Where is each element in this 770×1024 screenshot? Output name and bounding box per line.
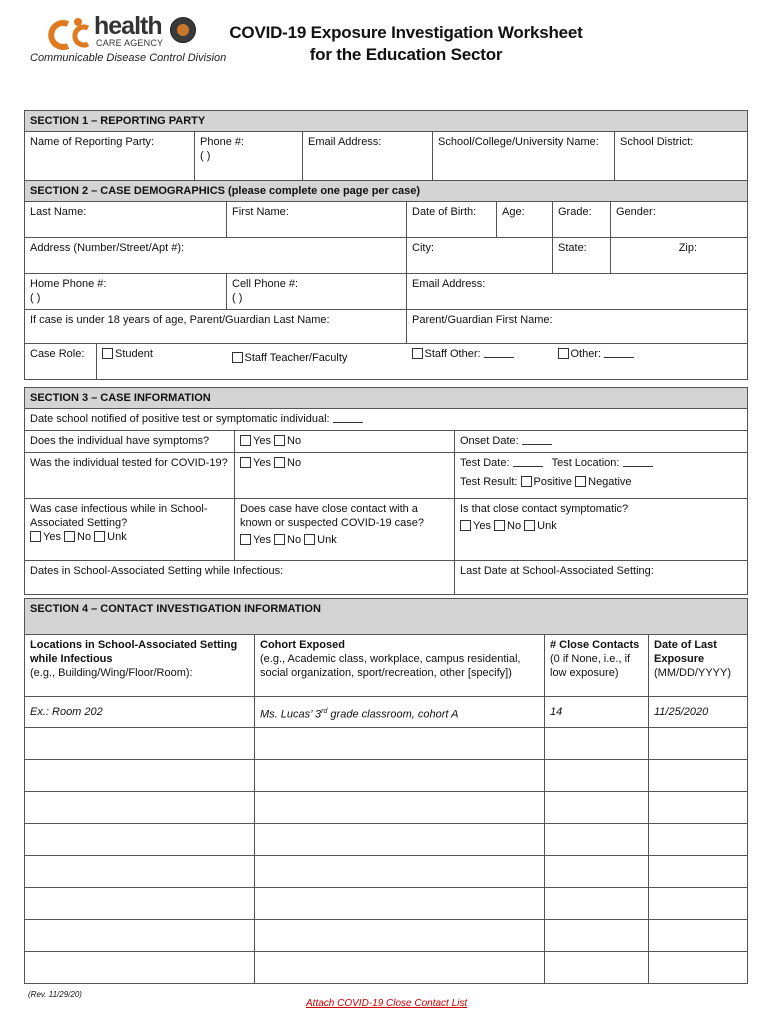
tested-no-checkbox[interactable] bbox=[274, 457, 285, 468]
infectious-yes-checkbox[interactable] bbox=[30, 531, 41, 542]
grade-field[interactable]: Grade: bbox=[553, 202, 611, 238]
close-contact-question[interactable]: Does case have close contact with a known or suspected COVID-19 case? Yes No Unk bbox=[235, 499, 455, 561]
role-staff-teacher-option[interactable]: Staff Teacher/Faculty bbox=[227, 344, 407, 380]
staff-other-checkbox[interactable] bbox=[412, 348, 423, 359]
first-name-field[interactable]: First Name: bbox=[227, 202, 407, 238]
last-name-field[interactable]: Last Name: bbox=[25, 202, 227, 238]
student-checkbox[interactable] bbox=[102, 348, 113, 359]
table-row[interactable] bbox=[25, 824, 748, 856]
cell-phone-field[interactable]: Cell Phone #: ( ) bbox=[227, 274, 407, 310]
gender-field[interactable]: Gender: bbox=[611, 202, 748, 238]
attach-contact-list-link[interactable]: Attach COVID-19 Close Contact List bbox=[306, 998, 468, 1009]
table-row[interactable] bbox=[25, 920, 748, 952]
logo-mark-icon bbox=[48, 16, 98, 52]
table-row[interactable] bbox=[25, 952, 748, 984]
col-contacts-header: # Close Contacts (0 if None, i.e., if low exposure) bbox=[545, 635, 649, 697]
contact-no-checkbox[interactable] bbox=[274, 534, 285, 545]
school-name-field[interactable]: School/College/University Name: bbox=[433, 132, 615, 188]
home-phone-field[interactable]: Home Phone #: ( ) bbox=[25, 274, 227, 310]
tested-question: Was the individual tested for COVID-19? bbox=[25, 453, 235, 499]
other-checkbox[interactable] bbox=[558, 348, 569, 359]
staff-teacher-checkbox[interactable] bbox=[232, 352, 243, 363]
table-row[interactable] bbox=[25, 888, 748, 920]
section-4-table bbox=[24, 598, 748, 984]
school-district-field[interactable]: School District: bbox=[615, 132, 748, 188]
symptomatic-question[interactable]: Is that close contact symptomatic? Yes No Unk bbox=[455, 499, 748, 561]
case-role-label: Case Role: bbox=[25, 344, 97, 380]
symptoms-question: Does the individual have symptoms? bbox=[25, 431, 235, 453]
logo-text: health bbox=[94, 12, 162, 40]
col-date-header: Date of Last Exposure (MM/DD/YYYY) bbox=[649, 635, 748, 697]
symptoms-yes-checkbox[interactable] bbox=[240, 435, 251, 446]
negative-checkbox[interactable] bbox=[575, 476, 586, 487]
tested-yes-checkbox[interactable] bbox=[240, 457, 251, 468]
age-field[interactable]: Age: bbox=[497, 202, 553, 238]
reporting-phone-field[interactable]: Phone #: ( ) bbox=[195, 132, 303, 188]
logo-subtext: CARE AGENCY bbox=[96, 38, 164, 48]
dates-infectious-field[interactable]: Dates in School-Associated Setting while Infectious: bbox=[25, 561, 455, 595]
parent-first-name-field[interactable]: Parent/Guardian First Name: bbox=[407, 310, 748, 344]
section-1-table bbox=[24, 110, 748, 188]
section-3-table bbox=[24, 387, 748, 595]
infectious-no-checkbox[interactable] bbox=[64, 531, 75, 542]
section-4-title: SECTION 4 – CONTACT INVESTIGATION INFORMATION bbox=[25, 599, 748, 635]
col-cohort-header: Cohort Exposed (e.g., Academic class, workplace, campus residential, social organization, sport/recreation, other [specify]) bbox=[255, 635, 545, 697]
test-details[interactable]: Test Date: Test Location: Test Result: Positive Negative bbox=[455, 453, 748, 499]
symptomatic-no-checkbox[interactable] bbox=[494, 520, 505, 531]
dob-field[interactable]: Date of Birth: bbox=[407, 202, 497, 238]
contact-unk-checkbox[interactable] bbox=[304, 534, 315, 545]
table-row[interactable] bbox=[25, 792, 748, 824]
parent-last-name-field[interactable]: If case is under 18 years of age, Parent/Guardian Last Name: bbox=[25, 310, 407, 344]
role-other-option[interactable]: Other: bbox=[553, 344, 748, 380]
infectious-unk-checkbox[interactable] bbox=[94, 531, 105, 542]
col-locations-header: Locations in School-Associated Setting while Infectious (e.g., Building/Wing/Floor/Room): bbox=[25, 635, 255, 697]
table-row-example: Ex.: Room 202 Ms. Lucas’ 3rd grade classroom, cohort A 14 11/25/2020 bbox=[25, 697, 748, 728]
table-row[interactable] bbox=[25, 856, 748, 888]
symptomatic-unk-checkbox[interactable] bbox=[524, 520, 535, 531]
role-student-option[interactable]: Student bbox=[97, 344, 227, 380]
tested-options[interactable]: Yes No bbox=[235, 453, 455, 499]
state-field[interactable]: State: bbox=[553, 238, 611, 274]
zip-field[interactable]: Zip: bbox=[611, 238, 748, 274]
section-2-title: SECTION 2 – CASE DEMOGRAPHICS (please complete one page per case) bbox=[25, 181, 748, 202]
revision-date: (Rev. 11/29/20) bbox=[28, 990, 82, 999]
last-date-field[interactable]: Last Date at School-Associated Setting: bbox=[455, 561, 748, 595]
role-staff-other-option[interactable]: Staff Other: bbox=[407, 344, 553, 380]
reporting-email-field[interactable]: Email Address: bbox=[303, 132, 433, 188]
division-name: Communicable Disease Control Division bbox=[30, 52, 227, 64]
section-1-title: SECTION 1 – REPORTING PARTY bbox=[25, 111, 748, 132]
infectious-question[interactable]: Was case infectious while in School-Associated Setting? Yes No Unk bbox=[25, 499, 235, 561]
symptoms-no-checkbox[interactable] bbox=[274, 435, 285, 446]
contact-yes-checkbox[interactable] bbox=[240, 534, 251, 545]
date-notified-field[interactable]: Date school notified of positive test or symptomatic individual: bbox=[25, 409, 748, 431]
case-email-field[interactable]: Email Address: bbox=[407, 274, 748, 310]
table-row[interactable] bbox=[25, 728, 748, 760]
onset-date-field[interactable]: Onset Date: bbox=[455, 431, 748, 453]
county-seal-icon bbox=[170, 17, 196, 43]
symptoms-options[interactable]: Yes No bbox=[235, 431, 455, 453]
reporting-party-name-field[interactable]: Name of Reporting Party: bbox=[25, 132, 195, 188]
symptomatic-yes-checkbox[interactable] bbox=[460, 520, 471, 531]
city-field[interactable]: City: bbox=[407, 238, 553, 274]
section-3-title: SECTION 3 – CASE INFORMATION bbox=[25, 388, 748, 409]
address-field[interactable]: Address (Number/Street/Apt #): bbox=[25, 238, 407, 274]
section-2-table bbox=[24, 180, 748, 380]
positive-checkbox[interactable] bbox=[521, 476, 532, 487]
table-row[interactable] bbox=[25, 760, 748, 792]
page-title: COVID-19 Exposure Investigation Worksheet for the Education Sector bbox=[229, 23, 583, 64]
